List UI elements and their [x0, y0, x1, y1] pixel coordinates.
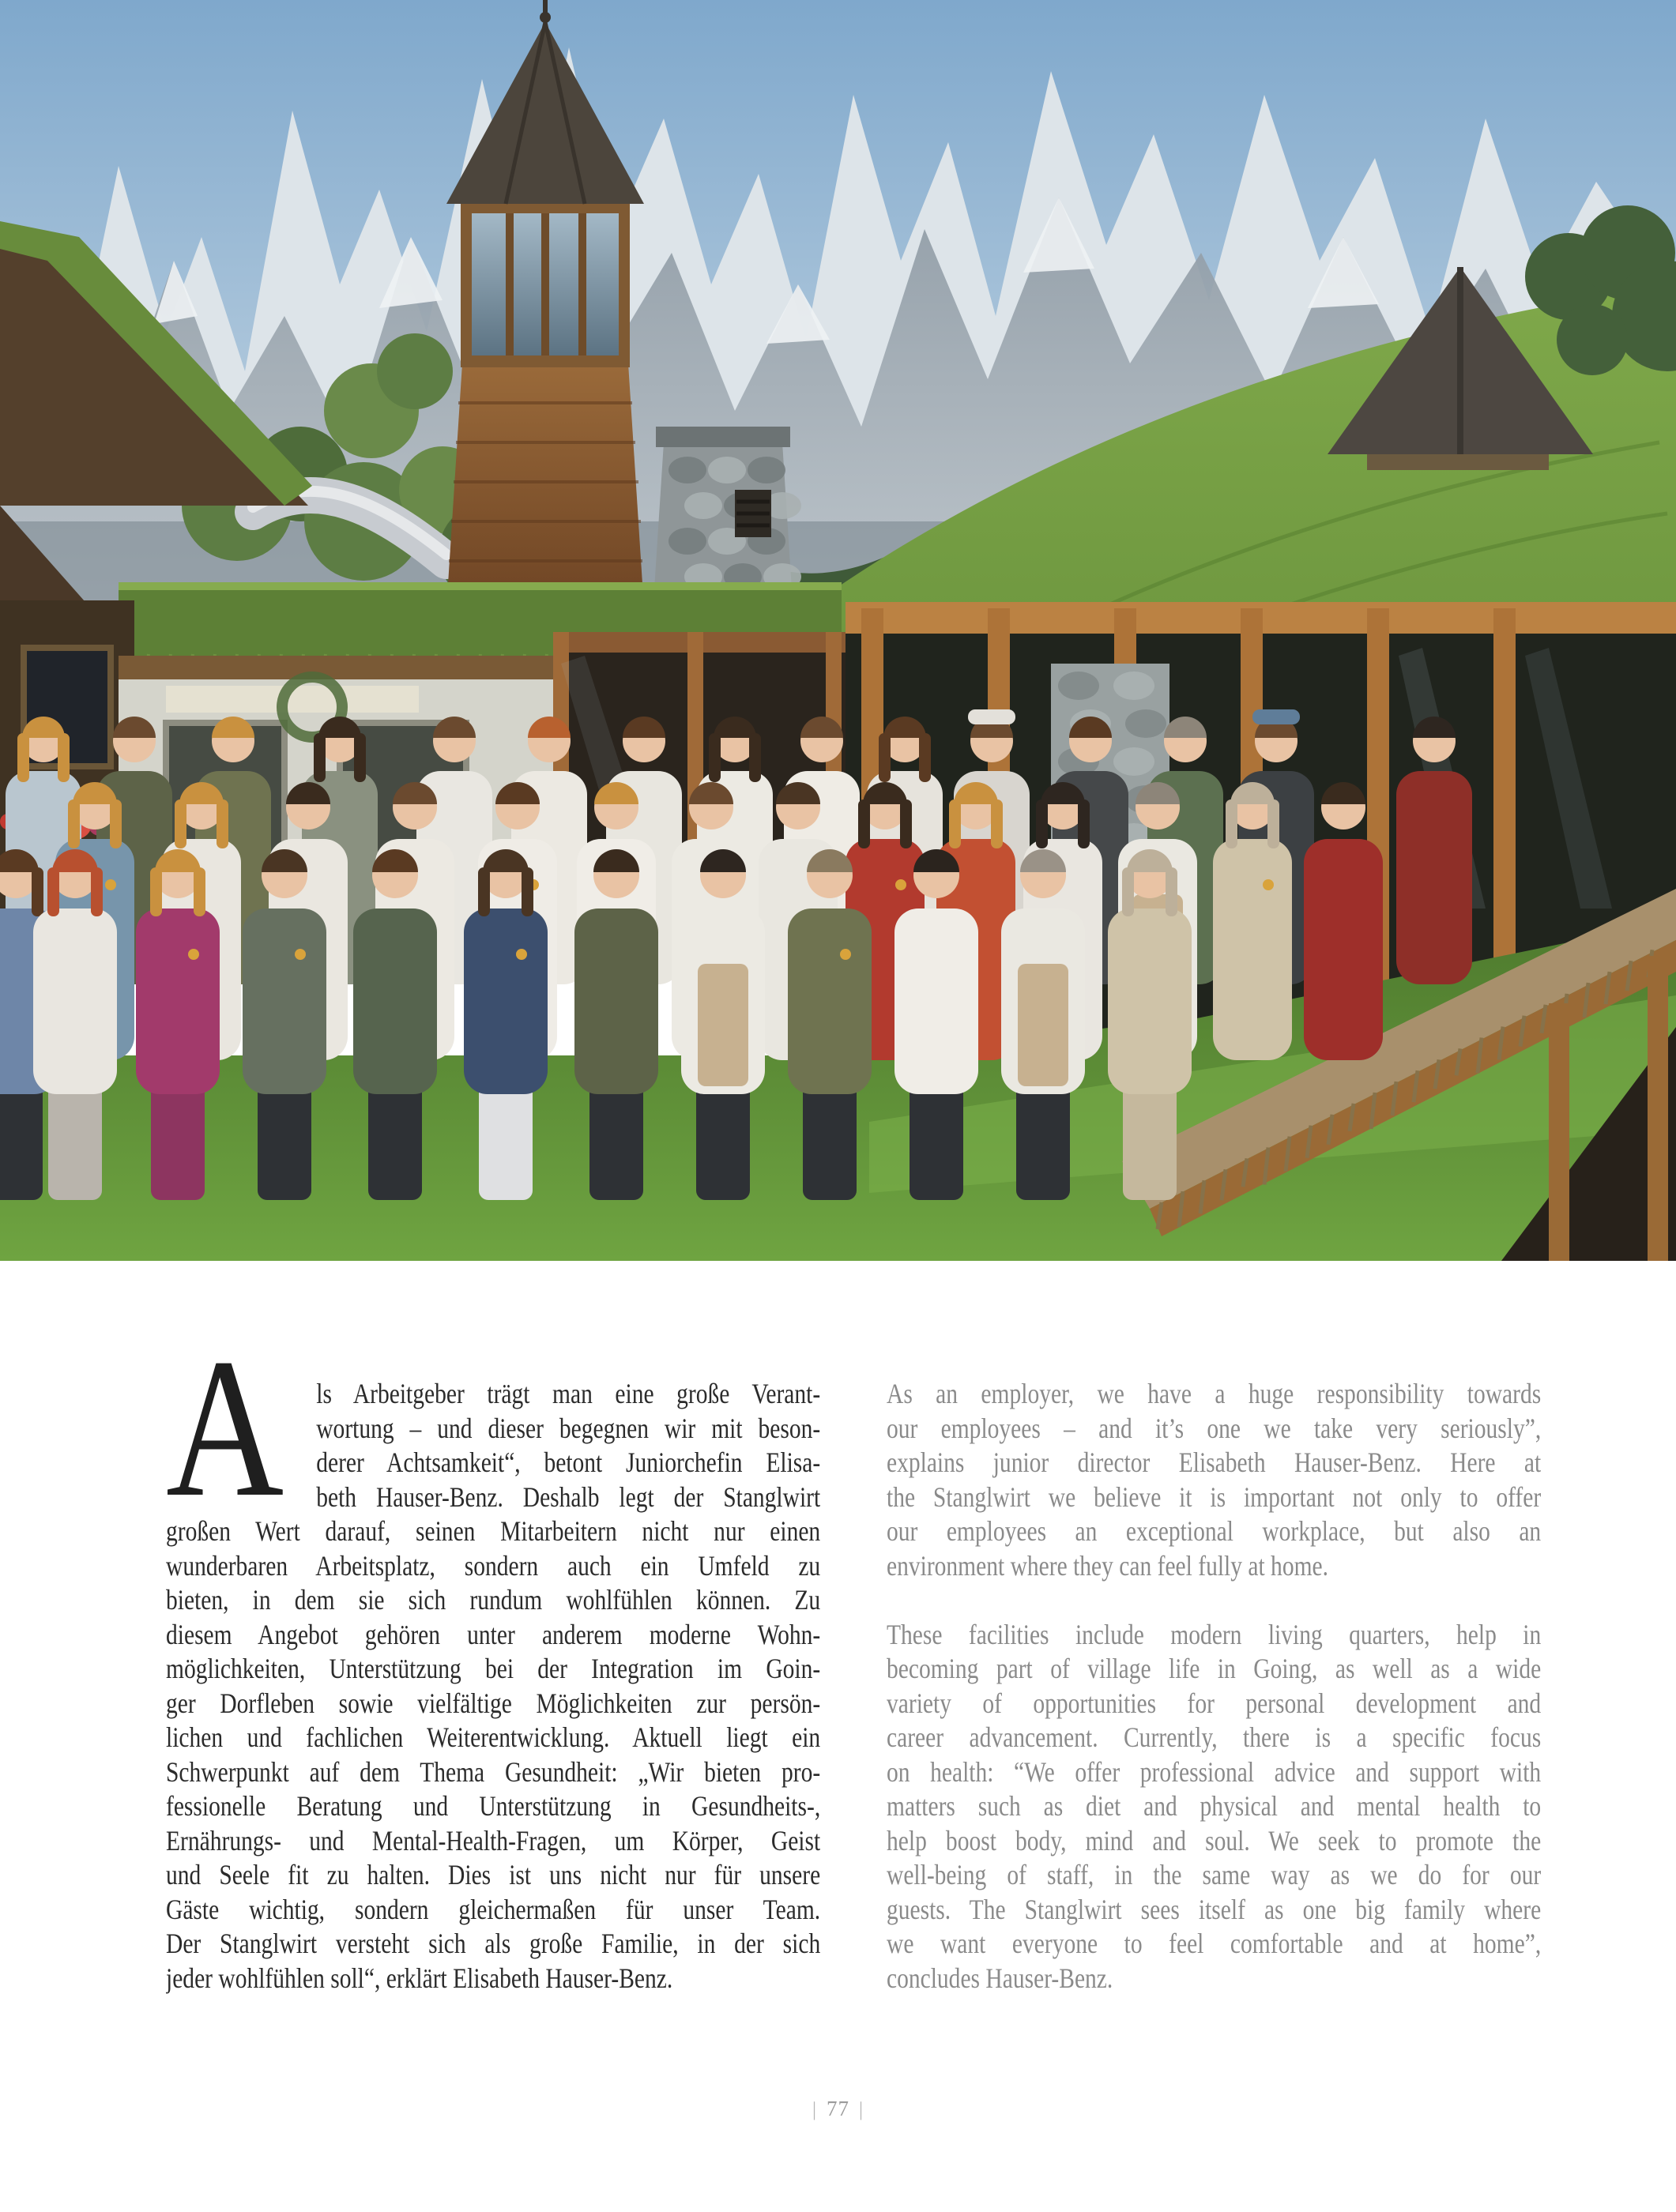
text-line: wunderbaren Arbeitsplatz, sondern auch ein Umfeld zu	[166, 1549, 821, 1582]
text-line: help boost body, mind and soul. We seek to promote the	[887, 1824, 1542, 1856]
text-line: becoming part of village life in Going, as well as a wide	[887, 1653, 1542, 1684]
text-line: guests. The Stanglwirt sees itself as one big family where	[887, 1893, 1542, 1925]
paragraph	[887, 1618, 1541, 1996]
text-line: Der Stanglwirt versteht sich als große Familie, in der sich	[166, 1928, 821, 1959]
text-line: concludes Hauser-Benz.	[887, 1962, 1113, 1994]
text-line: well-being of staff, in the same way as we do for our	[887, 1859, 1542, 1890]
text-line: we want everyone to feel comfortable and at home”,	[887, 1928, 1542, 1959]
text-line: und Seele fit zu halten. Dies ist uns nicht nur für unsere	[166, 1859, 821, 1890]
text-line: matters such as diet and physical and mental health to	[887, 1790, 1542, 1822]
text-line: beth Hauser-Benz. Deshalb legt der Stanglwirt	[316, 1480, 821, 1513]
text-line: Ernährungs- und Mental-Health-Fragen, um Körper, Geist	[166, 1824, 821, 1856]
page-number-left-bar: |	[812, 2099, 817, 2120]
text-line: explains junior director Elisabeth Hauser-Benz. Here at	[887, 1446, 1542, 1478]
drop-cap: A	[166, 1317, 284, 1538]
german-text	[166, 1377, 820, 1996]
text-line: Schwerpunkt auf dem Thema Gesundheit: „Wir bieten pro-	[166, 1755, 821, 1788]
text-line: variety of opportunities for personal development and	[887, 1687, 1542, 1719]
text-line: our employees an exceptional workplace, but also an	[887, 1515, 1542, 1547]
text-line: möglichkeiten, Unterstützung bei der Integration im Goin-	[166, 1653, 821, 1684]
article-column-english	[887, 1377, 1542, 1996]
text-line: ger Dorfleben sowie vielfältige Möglichkeiten zur persön-	[166, 1687, 821, 1719]
article-column-german	[166, 1317, 821, 1996]
text-line: derer Achtsamkeit“, betont Juniorchefin Elisa-	[316, 1446, 821, 1478]
page-number-right-bar: |	[859, 2099, 864, 2120]
text-line: fessionelle Beratung und Unterstützung in Gesundheits-,	[166, 1790, 821, 1822]
text-line: environment where they can feel fully at home.	[887, 1549, 1329, 1582]
text-line: Gäste wichtig, sondern gleichermaßen für unser Team.	[166, 1893, 821, 1925]
text-line: career advancement. Currently, there is a specific focus	[887, 1721, 1542, 1753]
text-line: jeder wohlfühlen soll“, erklärt Elisabeth Hauser-Benz.	[166, 1962, 673, 1994]
text-line: großen Wert darauf, seinen Mitarbeitern nicht nur einen	[166, 1515, 821, 1547]
text-line: the Stanglwirt we believe it is important not only to offer	[887, 1480, 1542, 1513]
text-line: diesem Angebot gehören unter anderem moderne Wohn-	[166, 1618, 821, 1650]
text-line: As an employer, we have a huge responsibility towards	[887, 1378, 1542, 1409]
text-line: ls Arbeitgeber trägt man eine große Verant-	[316, 1378, 821, 1409]
text-line: wortung – und dieser begegnen wir mit beson-	[316, 1412, 821, 1444]
paragraph	[887, 1377, 1541, 1583]
text-line: our employees – and it’s one we take very seriously”,	[887, 1412, 1542, 1444]
text-line: bieten, in dem sie sich rundum wohlfühlen können. Zu	[166, 1584, 821, 1616]
english-text	[887, 1377, 1541, 1996]
paragraph	[166, 1377, 820, 1996]
text-line: lichen und fachlichen Weiterentwicklung. Aktuell liegt ein	[166, 1721, 821, 1753]
text-line: These facilities include modern living quarters, help in	[887, 1618, 1542, 1650]
text-line: on health: “We offer professional advice and support with	[887, 1755, 1542, 1788]
page-number-value: 77	[827, 2097, 849, 2120]
page-number	[0, 2095, 1676, 2124]
